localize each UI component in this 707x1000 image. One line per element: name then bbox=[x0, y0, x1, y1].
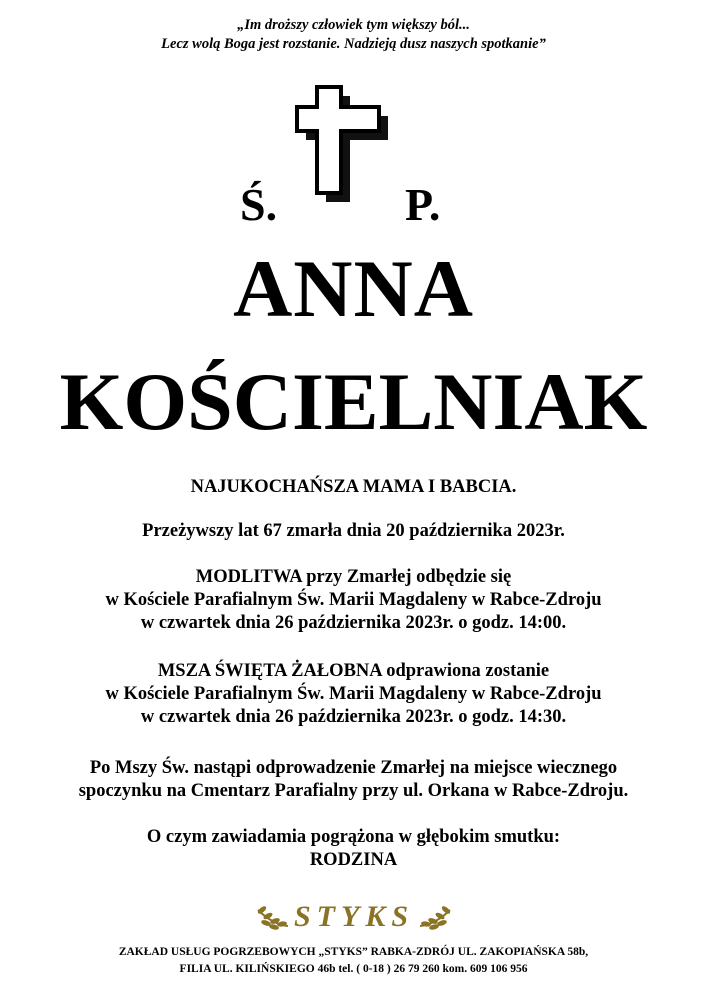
prayer-line-2: w Kościele Parafialnym Św. Marii Magdaleny w Rabce-Zdroju bbox=[105, 590, 602, 610]
procession-line-2: spoczynku na Cmentarz Parafialny przy ul. Orkana w Rabce-Zdroju. bbox=[78, 781, 629, 801]
dedication: NAJUKOCHAŃSZA MAMA I BABCIA. bbox=[190, 477, 517, 497]
laurel-right-icon bbox=[420, 905, 451, 931]
cross-icon bbox=[294, 84, 410, 202]
footer-line-2: FILIA UL. KILIŃSKIEGO 46b tel. ( 0-18 ) 26 79 260 kom. 609 106 956 bbox=[179, 963, 528, 975]
last-name: KOŚCIELNIAK bbox=[59, 356, 648, 447]
death-info: Przeżywszy lat 67 zmarła dnia 20 października 2023r. bbox=[142, 521, 565, 541]
prayer-announcement bbox=[0, 566, 707, 635]
sp-p: P. bbox=[405, 179, 441, 230]
closing-line-1: O czym zawiadamia pogrążona w głębokim smutku: bbox=[146, 827, 561, 847]
quote-line-1: „Im droższy człowiek tym większy ból... bbox=[237, 17, 470, 33]
mass-line-3: w czwartek dnia 26 października 2023r. o godz. 14:30. bbox=[140, 707, 567, 727]
closing-line-2: RODZINA bbox=[309, 850, 398, 870]
first-name: ANNA bbox=[233, 243, 474, 334]
mass-line-2: w Kościele Parafialnym Św. Marii Magdaleny w Rabce-Zdroju bbox=[105, 684, 602, 704]
mass-announcement bbox=[0, 660, 707, 729]
procession-line-1: Po Mszy Św. nastąpi odprowadzenie Zmarłej na miejsce wiecznego bbox=[89, 758, 618, 778]
sp-s: Ś. bbox=[240, 179, 278, 230]
mass-line-1: MSZA ŚWIĘTA ŻAŁOBNA odprawiona zostanie bbox=[157, 661, 550, 681]
footer-line-1: ZAKŁAD USŁUG POGRZEBOWYCH „STYKS” RABKA-ZDRÓJ UL. ZAKOPIAŃSKA 58b, bbox=[118, 946, 589, 958]
procession-announcement bbox=[0, 757, 707, 803]
logo-text: STYKS bbox=[293, 900, 415, 933]
laurel-left-icon bbox=[257, 905, 288, 931]
epitaph-quote bbox=[0, 16, 707, 54]
funeral-home-footer bbox=[0, 944, 707, 978]
prayer-line-3: w czwartek dnia 26 października 2023r. o godz. 14:00. bbox=[140, 613, 567, 633]
styks-logo bbox=[248, 896, 460, 936]
prayer-line-1: MODLITWA przy Zmarłej odbędzie się bbox=[195, 567, 512, 587]
quote-line-2: Lecz wolą Boga jest rozstanie. Nadzieją dusz naszych spotkanie” bbox=[161, 36, 546, 52]
closing-notice bbox=[0, 826, 707, 872]
